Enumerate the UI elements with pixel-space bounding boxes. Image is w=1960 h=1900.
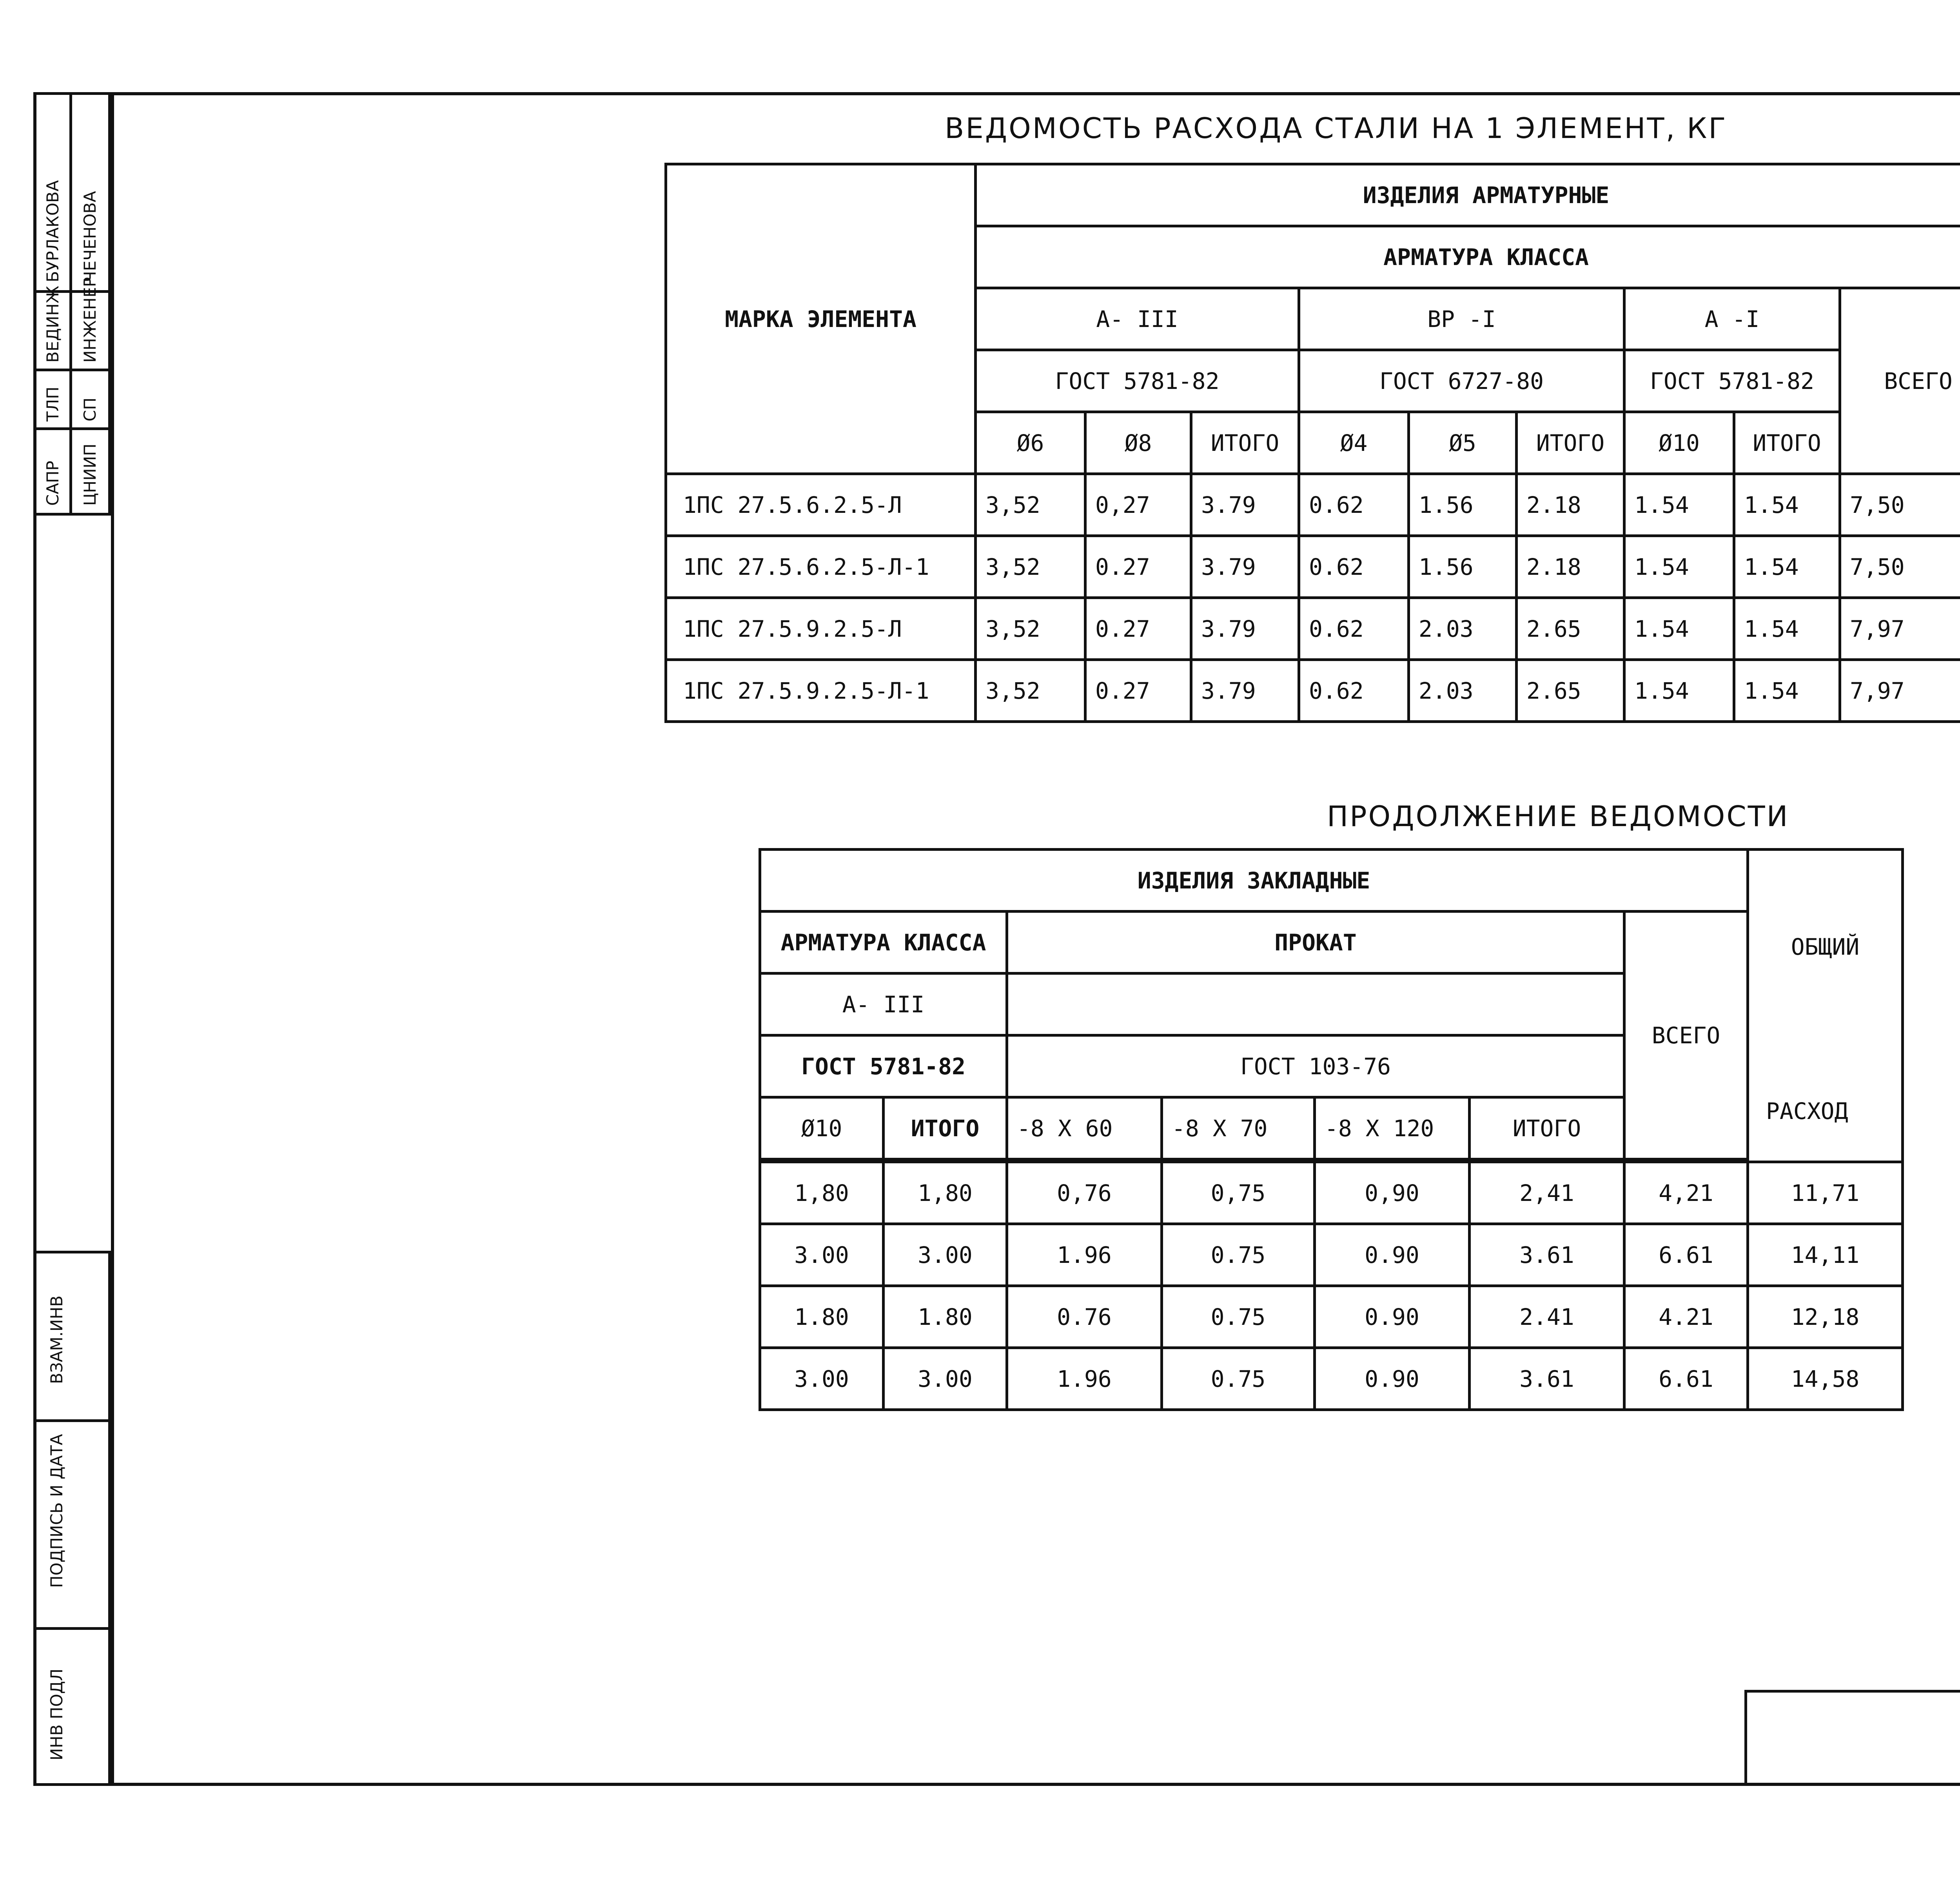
stamp-text: СП	[80, 398, 100, 421]
stamp-top-divider	[33, 369, 111, 371]
header-a3: А- III	[976, 288, 1299, 350]
header-products: ИЗДЕЛИЯ ЗАКЛАДНЫЕ	[760, 850, 1748, 912]
cell: 7,50	[1840, 536, 1960, 598]
stamp-text: ЦНИИП	[80, 443, 100, 506]
cell: 2.18	[1517, 474, 1624, 536]
cell: 2.03	[1409, 660, 1517, 722]
cell: 0.90	[1315, 1286, 1470, 1348]
cell: 0,75	[1162, 1162, 1315, 1224]
cell: 0.62	[1299, 474, 1409, 536]
cell: 1ПС 27.5.9.2.5-Л-1	[666, 660, 976, 722]
subheader: Ø5	[1409, 412, 1517, 474]
cell: 3.61	[1470, 1224, 1624, 1286]
table-row	[666, 474, 1960, 536]
header-gost: ГОСТ 6727-80	[1299, 350, 1624, 412]
cell: 1,80	[760, 1162, 884, 1224]
embedded-products-table	[759, 848, 1904, 1411]
cell: 3,52	[976, 598, 1085, 660]
table2-title: ПРОДОЛЖЕНИЕ ВЕДОМОСТИ	[1327, 800, 1789, 833]
subheader: ИТОГО	[1470, 1097, 1624, 1159]
cell: 1.80	[884, 1286, 1007, 1348]
cell: 1.54	[1624, 474, 1734, 536]
cell: 1.56	[1409, 474, 1517, 536]
cell: 2.18	[1517, 536, 1624, 598]
stamp-text: ВЕДИНЖ	[43, 285, 62, 363]
cell: 14,11	[1748, 1224, 1903, 1286]
stamp-text: ВЗАМ.ИНВ	[47, 1295, 66, 1384]
header-rolled: ПРОКАТ	[1007, 912, 1624, 974]
cell: 2,41	[1470, 1162, 1624, 1224]
cell: 3.79	[1191, 536, 1299, 598]
subheader: ИТОГО	[884, 1097, 1007, 1159]
cell: 0.62	[1299, 598, 1409, 660]
cell: 1.96	[1007, 1348, 1162, 1410]
cell: 0.75	[1162, 1348, 1315, 1410]
stamp-top-divider	[33, 427, 111, 430]
subheader: Ø6	[976, 412, 1085, 474]
cell: 4.21	[1624, 1286, 1748, 1348]
subheader: ИТОГО	[1734, 412, 1840, 474]
header-gost: ГОСТ 5781-82	[1624, 350, 1840, 412]
cell: 11,71	[1748, 1162, 1903, 1224]
subheader: Ø10	[760, 1097, 884, 1159]
cell: 1,80	[884, 1162, 1007, 1224]
cell: 0.62	[1299, 660, 1409, 722]
table-row	[760, 1348, 1903, 1410]
header-empty	[1007, 974, 1624, 1035]
cell: 0.90	[1315, 1224, 1470, 1286]
subheader: ИТОГО	[1191, 412, 1299, 474]
cell: 1.54	[1624, 536, 1734, 598]
header-class: АРМАТУРА КЛАССА	[760, 912, 1007, 974]
cell: 1.54	[1734, 598, 1840, 660]
cell: 0.76	[1007, 1286, 1162, 1348]
cell: 3.00	[884, 1348, 1007, 1410]
cell: 1ПС 27.5.6.2.5-Л-1	[666, 536, 976, 598]
header-total: ВСЕГО	[1840, 288, 1960, 474]
header-mark: МАРКА ЭЛЕМЕНТА	[666, 164, 976, 474]
cell: 1.54	[1624, 660, 1734, 722]
cell: 7,50	[1840, 474, 1960, 536]
cell: 3.79	[1191, 598, 1299, 660]
cell: 3.00	[760, 1348, 884, 1410]
cell: 0.62	[1299, 536, 1409, 598]
cell: 0.75	[1162, 1224, 1315, 1286]
header-overall-line1: ОБЩИЙ	[1791, 934, 1860, 960]
header-total: ВСЕГО	[1624, 912, 1748, 1159]
header-overall-line2: РАСХОД	[1766, 1098, 1848, 1124]
header-gost: ГОСТ 5781-82	[976, 350, 1299, 412]
subheader: -8 X 120	[1315, 1097, 1470, 1159]
cell: 1.56	[1409, 536, 1517, 598]
cell: 7,97	[1840, 598, 1960, 660]
stamp-bottom-divider	[33, 1419, 111, 1422]
stamp-text: БУРЛАКОВА	[43, 180, 62, 282]
cell: 0.27	[1085, 660, 1191, 722]
cell: 6.61	[1624, 1348, 1748, 1410]
cell: 1ПС 27.5.6.2.5-Л	[666, 474, 976, 536]
stamp-bottom	[33, 1251, 111, 1786]
title-block	[1744, 1690, 1960, 1786]
cell: 0.90	[1315, 1348, 1470, 1410]
subheader: -8 X 60	[1007, 1097, 1162, 1159]
cell: 0.27	[1085, 536, 1191, 598]
subheader: Ø10	[1624, 412, 1734, 474]
stamp-text: ЧЕЧЕНОВА	[80, 191, 100, 282]
table-row	[760, 1224, 1903, 1286]
cell: 3,52	[976, 660, 1085, 722]
cell: 0,27	[1085, 474, 1191, 536]
cell: 0,76	[1007, 1162, 1162, 1224]
table-row	[666, 598, 1960, 660]
cell: 3,52	[976, 474, 1085, 536]
subheader: ИТОГО	[1517, 412, 1624, 474]
cell: 2.03	[1409, 598, 1517, 660]
cell: 2.65	[1517, 660, 1624, 722]
stamp-text: ТЛП	[43, 387, 62, 421]
cell: 3.61	[1470, 1348, 1624, 1410]
header-gost: ГОСТ 103-76	[1007, 1035, 1624, 1097]
cell: 6.61	[1624, 1224, 1748, 1286]
cell: 3.79	[1191, 474, 1299, 536]
table-row	[760, 1286, 1903, 1348]
subheader: -8 X 70	[1162, 1097, 1315, 1159]
table1-title: ВЕДОМОСТЬ РАСХОДА СТАЛИ НА 1 ЭЛЕМЕНТ, КГ	[945, 112, 1728, 145]
stamp-text: САПР	[43, 461, 62, 506]
table-row	[760, 1162, 1903, 1224]
stamp-text: ИНВ ПОДЛ	[47, 1668, 66, 1760]
cell: 1.54	[1734, 536, 1840, 598]
cell: 1.80	[760, 1286, 884, 1348]
header-gost: ГОСТ 5781-82	[760, 1035, 1007, 1097]
cell: 0,90	[1315, 1162, 1470, 1224]
header-bp1: ВР -I	[1299, 288, 1624, 350]
subheader: Ø8	[1085, 412, 1191, 474]
header-a3: А- III	[760, 974, 1007, 1035]
cell: 3,52	[976, 536, 1085, 598]
cell: 3.00	[884, 1224, 1007, 1286]
cell: 0.75	[1162, 1286, 1315, 1348]
header-products: ИЗДЕЛИЯ АРМАТУРНЫЕ	[976, 164, 1960, 226]
cell: 2.41	[1470, 1286, 1624, 1348]
cell: 12,18	[1748, 1286, 1903, 1348]
cell: 4,21	[1624, 1162, 1748, 1224]
subheader: Ø4	[1299, 412, 1409, 474]
cell: 1.96	[1007, 1224, 1162, 1286]
cell: 1.54	[1734, 660, 1840, 722]
cell: 3.00	[760, 1224, 884, 1286]
cell: 7,97	[1840, 660, 1960, 722]
cell: 3.79	[1191, 660, 1299, 722]
cell: 14,58	[1748, 1348, 1903, 1410]
steel-consumption-table	[664, 163, 1960, 723]
table-row	[666, 660, 1960, 722]
header-class: АРМАТУРА КЛАССА	[976, 226, 1960, 288]
cell: 2.65	[1517, 598, 1624, 660]
cell: 1.54	[1624, 598, 1734, 660]
stamp-text: ИНЖЕНЕР	[80, 277, 100, 363]
cell: 1.54	[1734, 474, 1840, 536]
stamp-bottom-divider	[33, 1627, 111, 1630]
cell: 1ПС 27.5.9.2.5-Л	[666, 598, 976, 660]
cell: 0.27	[1085, 598, 1191, 660]
table-row	[666, 536, 1960, 598]
stamp-text: ПОДПИСЬ И ДАТА	[47, 1434, 66, 1588]
header-a1: А -I	[1624, 288, 1840, 350]
